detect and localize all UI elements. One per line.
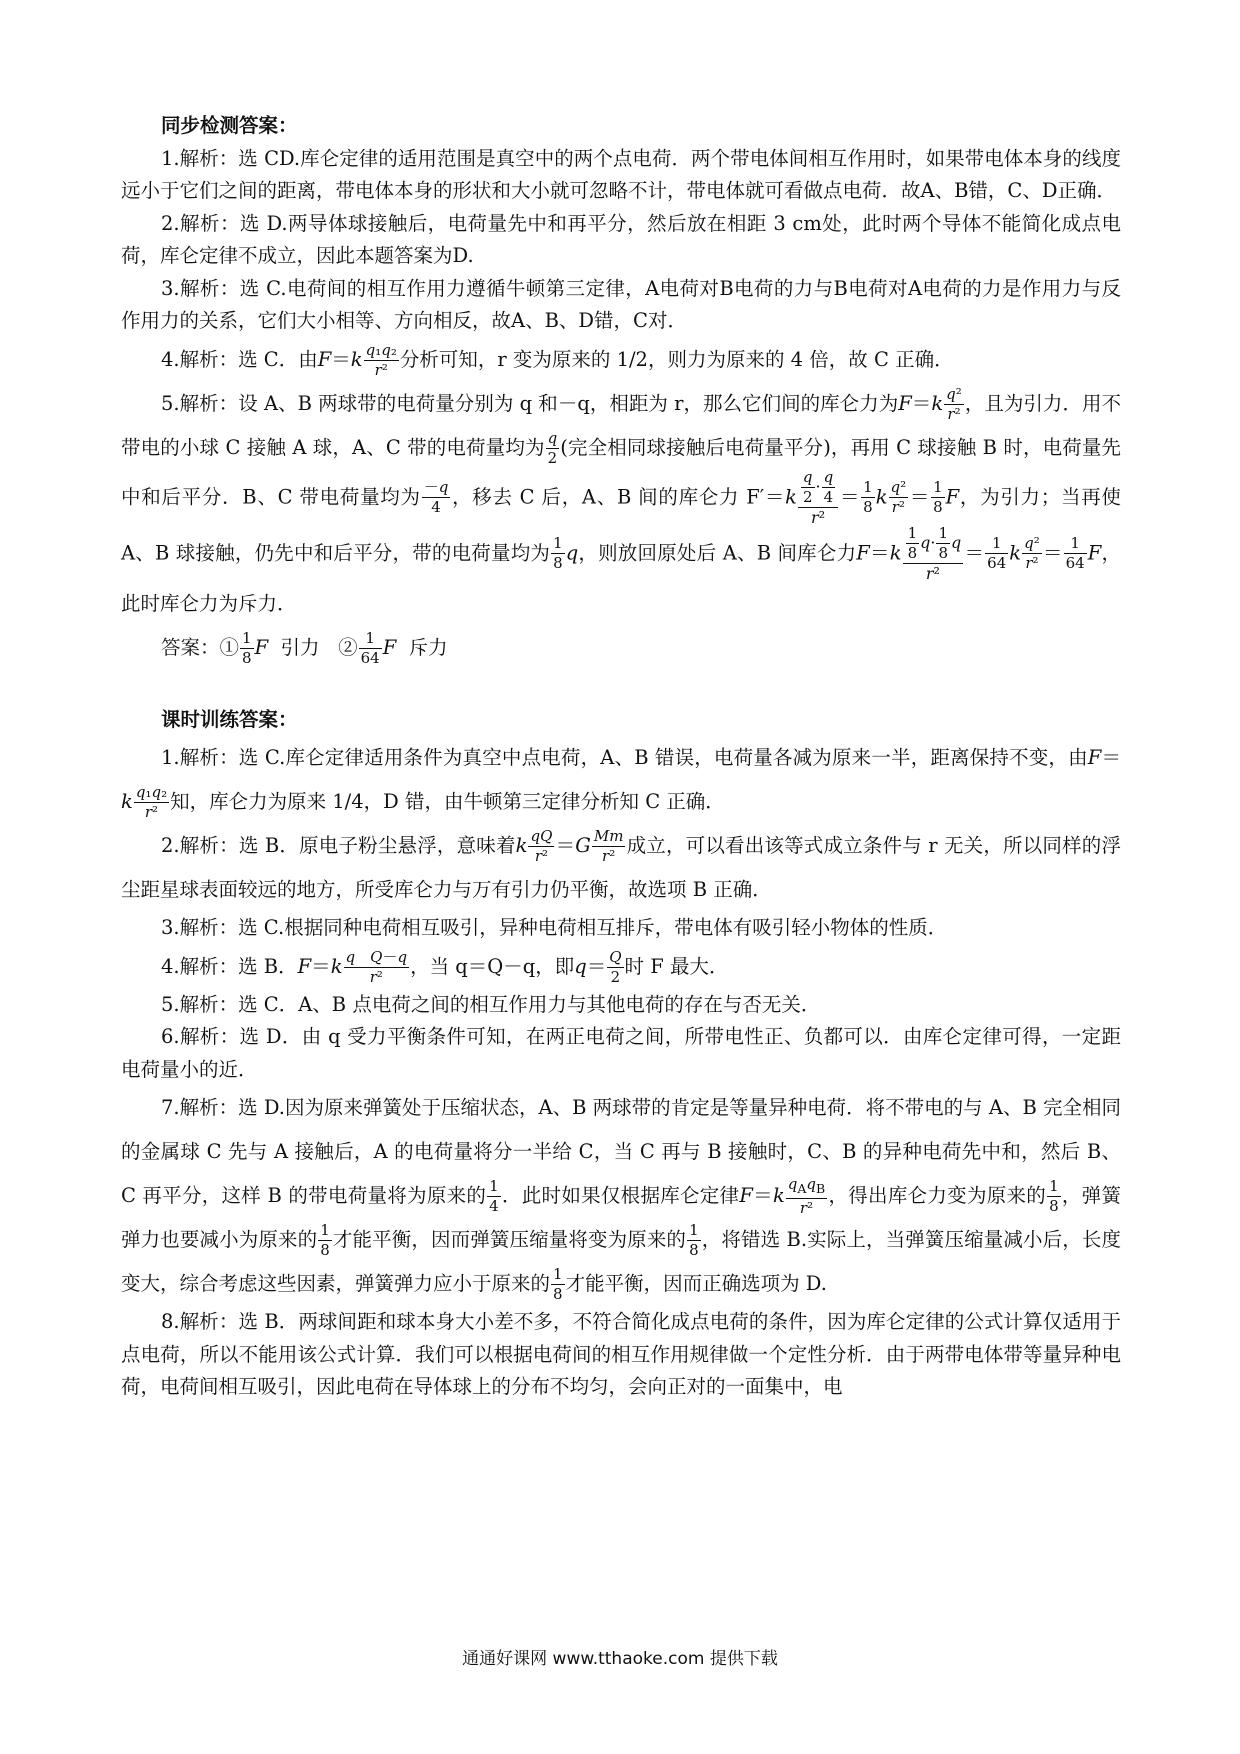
section-heading-lesson-training: 课时训练答案： bbox=[161, 707, 298, 731]
formula-fraction: $\frac{1}{4}$ bbox=[489, 1177, 499, 1215]
answer-2: 2.解析：选 D.两导体球接触后，电荷量先中和再平分，然后放在相距 3 cm处，此时两个导体不能简化成点电荷，库仑定律不成立，因此本题答案为D. bbox=[121, 211, 1121, 267]
formula-fraction: $\frac{\text{q²}}{\text{r²}}$ bbox=[890, 478, 907, 516]
formula-fraction: $\frac{1}{64}$ bbox=[360, 628, 380, 667]
training-answer-1: 1.解析：选 C.库仑定律适用条件为真空中点电荷，A、B 错误，电荷量各减为原来一半，距离保持不变，由F＝k $\frac{\text{q₁q₂}}{\text{r²}}$ 知，库仑力为原来 1/4，D 错，由牛顿第三定律分析知 C 正确． bbox=[121, 746, 1121, 821]
training-answer-5: 5.解析：选 C．A、B 点电荷之间的相互作用力与其他电荷的存在与否无关． bbox=[161, 992, 821, 1016]
training-answer-2: 2.解析：选 B．原电子粉尘悬浮，意味着k $\frac{qQ}{\text{r²}}$ ＝G $\frac{Mm}{\text{r²}}$ 成立，可以看出该等式成立条件与 r 无关，所以同样的浮尘距星球表面较远的地方，所受库仑力与万有引力仍平衡，故选项 B 正确． bbox=[121, 827, 1121, 901]
document-content bbox=[121, 110, 1121, 1404]
formula-fraction: $\frac{Q}{2}$ bbox=[609, 947, 622, 986]
formula-fraction: $\frac{\text{q Q－q}}{\text{r²}}$ bbox=[345, 947, 408, 986]
formula-fraction: $\frac{\text{q²}}{\text{r²}}$ bbox=[1024, 534, 1040, 572]
formula-fraction: $\frac{-q}{4}$ bbox=[423, 478, 449, 516]
section-heading-sync-test: 同步检测答案： bbox=[161, 114, 298, 137]
answer-3: 3.解析：选 C.电荷间的相互作用力遵循牛顿第三定律，A电荷对B电荷的力与B电荷对A电荷的力是作用力与反作用力的关系，它们大小相等、方向相反，故A、B、D错，C对． bbox=[121, 276, 1121, 332]
formula-fraction: $\frac{1}{8}$ bbox=[933, 478, 943, 516]
formula-fraction: $\frac{1}{8}$ q· $\frac{1}{8}$ q r² bbox=[903, 526, 964, 582]
answer-5: 5.解析：设 A、B 两球带的电荷量分别为 q 和－q，相距为 r，那么它们间的库仑力为F＝k $\frac{\text{q²}}{\text{r²}}$ ，且为引力．用不带电的小球 C 接触 A 球，A、C 带的电荷量均为 $\frac{q}{2}$ (完全相同球接触后电荷量平分)，再用 C 球接触 B 时，电荷量先中和后平分．B、C 带电荷量均为 $\frac{-q}{4}$ ，移去 C 后，A、B 间的库仑力 F′＝k $\frac{q}{2}$ · $\frac{q}{4}$ r² ＝ $\frac{1}{8}$ k $\frac{\text{q²}}{\text{r²}}$ ＝ $\frac{1}{8}$ F，为引力；当再使 A、B 球接触，仍先中和后平分，带的电荷量均为 $\frac{1}{8}$ q，则放回原处后 A、B 间库仑力F＝k $\frac{1}{8}$ q· $\frac{1}{8}$ q r² ＝ $\frac{1}{64}$ k $\frac{\text{q²}}{\text{r²}}$ ＝ $\frac{1}{64}$ F，此时库仑力为斥力． bbox=[121, 384, 1121, 615]
formula-fraction: $\frac{1}{8}$ bbox=[320, 1221, 330, 1259]
formula-fraction: $\frac{1}{8}$ bbox=[863, 478, 873, 516]
training-answer-4: 4.解析：选 B．F＝k $\frac{\text{q Q－q}}{\text{r²}}$ ，当 q＝Q－q，即q＝ $\frac{Q}{2}$ 时 F 最大． bbox=[161, 947, 729, 986]
formula-fraction: $\frac{qQ}{\text{r²}}$ bbox=[530, 827, 553, 865]
training-answer-7: 7.解析：选 D.因为原来弹簧处于压缩状态，A、B 两球带的肯定是等量异种电荷．将不带电的与 A、B 完全相同的金属球 C 先与 A 接触后，A 的电荷量将分一半给 C，当 C 再与 B 接触时，C、B 的异种电荷先中和，然后 B、C 再平分，这样 B 的带电荷量将为原来的 $\frac{1}{4}$ ．此时如果仅根据库仑定律F＝k $\frac{q_Aq_B}{\text{r²}}$ ，得出库仑力变为原来的 $\frac{1}{8}$ ，弹簧弹力也要减小为原来的 $\frac{1}{8}$ 才能平衡，因而弹簧压缩量将变为原来的 $\frac{1}{8}$ ，将错选 B.实际上，当弹簧压缩量减小后，长度变大，综合考虑这些因素，弹簧弹力应小于原来的 $\frac{1}{8}$ 才能平衡，因而正确选项为 D. bbox=[121, 1096, 1121, 1303]
formula-fraction: $\frac{1}{64}$ bbox=[987, 534, 1007, 572]
formula-fraction: $\frac{\text{q₁q₂}}{\text{r²}}$ bbox=[365, 340, 397, 379]
formula-fraction: $\frac{\text{q²}}{\text{r²}}$ bbox=[946, 384, 962, 423]
answer-1: 1.解析：选 CD.库仑定律的适用范围是真空中的两个点电荷．两个带电体间相互作用时，如果带电体本身的线度远小于它们之间的距离，带电体本身的形状和大小就可忽略不计，带电体就可看做点电荷．故A、B错，C、D正确． bbox=[121, 146, 1121, 202]
formula-fraction: $\frac{1}{8}$ bbox=[1049, 1177, 1059, 1215]
formula-fraction: $\frac{1}{8}$ bbox=[553, 534, 563, 572]
training-answer-3: 3.解析：选 C.根据同种电荷相互吸引，异种电荷相互排斥，带电体有吸引轻小物体的性质． bbox=[161, 916, 948, 939]
formula-fraction: $\frac{Mm}{\text{r²}}$ bbox=[593, 827, 624, 865]
training-answer-8: 8.解析：选 B．两球间距和球本身大小差不多，不符合简化成点电荷的条件，因为库仑定律的公式计算仅适用于点电荷，所以不能用该公式计算．我们可以根据电荷间的相互作用规律做一个定性分析．由于两带电体带等量异种电荷，电荷间相互吸引，因此电荷在导体球上的分布不均匀，会向正对的一面集中，电 bbox=[121, 1310, 1121, 1398]
formula-fraction: $\frac{q}{2}$ bbox=[547, 428, 558, 467]
training-answer-6: 6.解析：选 D．由 q 受力平衡条件可知，在两正电荷之间，所带电性正、负都可以．由库仑定律可得，一定距电荷量小的近． bbox=[121, 1025, 1121, 1081]
formula-fraction: $\frac{q}{2}$ · $\frac{q}{4}$ r² bbox=[798, 470, 838, 526]
answer-summary: 答案：① $\frac{1}{8}$ F 引力 ② $\frac{1}{64}$ F 斥力 bbox=[161, 628, 448, 667]
answer-4: 4.解析：选 C．由F＝k $\frac{\text{q₁q₂}}{\text{r²}}$ 分析可知，r 变为原来的 1/2，则力为原来的 4 倍，故 C 正确． bbox=[161, 340, 954, 379]
formula-fraction: $\frac{1}{8}$ bbox=[689, 1221, 699, 1259]
page-footer: 通通好课网 www.tthaoke.com 提供下载 bbox=[462, 1649, 778, 1669]
formula-fraction: $\frac{1}{8}$ bbox=[553, 1265, 563, 1303]
formula-fraction: $\frac{\text{q₁q₂}}{\text{r²}}$ bbox=[135, 783, 168, 821]
formula-fraction: $\frac{q_Aq_B}{\text{r²}}$ bbox=[787, 1175, 826, 1217]
formula-fraction: $\frac{1}{64}$ bbox=[1065, 534, 1085, 572]
formula-fraction: $\frac{1}{8}$ bbox=[242, 628, 252, 667]
